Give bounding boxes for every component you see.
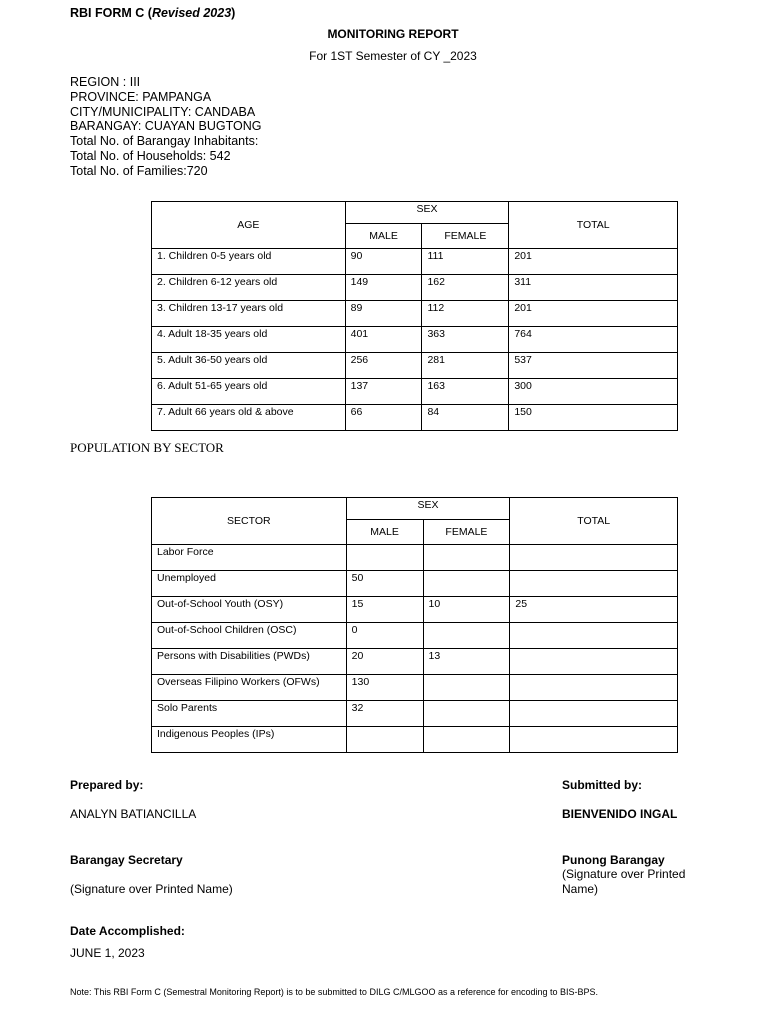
male-value: 20 (346, 649, 423, 675)
sector-label: Persons with Disabilities (PWDs) (152, 649, 347, 675)
sector-label: Indigenous Peoples (IPs) (152, 727, 347, 753)
form-code-suffix: ) (231, 6, 236, 20)
female-value: 163 (422, 379, 509, 405)
table-row (152, 301, 678, 327)
households-line: Total No. of Households: 542 (70, 148, 231, 163)
female-value: 10 (423, 597, 510, 623)
male-value: 15 (346, 597, 423, 623)
female-value (423, 727, 510, 753)
sector-label: Out-of-School Youth (OSY) (152, 597, 347, 623)
location-info (70, 75, 261, 179)
sector-label: Overseas Filipino Workers (OFWs) (152, 675, 347, 701)
age-label: 1. Children 0-5 years old (152, 249, 346, 275)
male-value: 89 (345, 301, 422, 327)
total-value (510, 701, 678, 727)
date-accomplished-label: Date Accomplished: (70, 924, 185, 938)
age-label: 2. Children 6-12 years old (152, 275, 346, 301)
table-row (152, 701, 678, 727)
age-label: 6. Adult 51-65 years old (152, 379, 346, 405)
total-value: 201 (509, 301, 678, 327)
total-value: 150 (509, 405, 678, 431)
male-value (346, 545, 423, 571)
families-line: Total No. of Families:720 (70, 163, 208, 178)
table-row (152, 275, 678, 301)
female-value: 162 (422, 275, 509, 301)
male-value (346, 727, 423, 753)
male-value: 149 (345, 275, 422, 301)
form-code (70, 6, 235, 20)
male-value: 0 (346, 623, 423, 649)
prepared-by-signature-note: (Signature over Printed Name) (70, 882, 233, 896)
inhabitants-line: Total No. of Barangay Inhabitants: (70, 134, 259, 149)
province-line: PROVINCE: PAMPANGA (70, 89, 212, 104)
prepared-by-label: Prepared by: (70, 778, 144, 792)
sex-header: SEX (346, 498, 510, 520)
female-value (423, 701, 510, 727)
total-header: TOTAL (509, 202, 678, 249)
table-row (152, 379, 678, 405)
table-row (152, 623, 678, 649)
sector-table (151, 497, 678, 753)
semester-line: For 1ST Semester of CY _2023 (309, 49, 477, 63)
total-value (510, 727, 678, 753)
male-value: 256 (345, 353, 422, 379)
report-title: MONITORING REPORT (327, 27, 459, 41)
female-value: 111 (422, 249, 509, 275)
sector-label: Unemployed (152, 571, 347, 597)
sex-header: SEX (345, 202, 509, 224)
form-code-revision: Revised 2023 (151, 6, 232, 20)
male-value: 90 (345, 249, 422, 275)
female-value (423, 545, 510, 571)
total-value (510, 649, 678, 675)
female-value (423, 623, 510, 649)
female-header: FEMALE (423, 520, 510, 545)
age-label: 5. Adult 36-50 years old (152, 353, 346, 379)
female-value: 84 (422, 405, 509, 431)
table-row (152, 405, 678, 431)
sector-heading: POPULATION BY SECTOR (70, 440, 224, 455)
submitted-by-signature-note-cont: Name) (562, 882, 599, 896)
male-header: MALE (346, 520, 423, 545)
total-value: 300 (509, 379, 678, 405)
total-value: 311 (509, 275, 678, 301)
submitted-by-position: Punong Barangay (562, 853, 665, 867)
male-value: 137 (345, 379, 422, 405)
male-header: MALE (345, 224, 422, 249)
sector-header: SECTOR (152, 498, 347, 545)
table-row (152, 545, 678, 571)
total-value (510, 623, 678, 649)
age-label: 7. Adult 66 years old & above (152, 405, 346, 431)
total-value: 201 (509, 249, 678, 275)
footer-note: Note: This RBI Form C (Semestral Monitoring Report) is to be submitted to DILG C/MLGOO as a reference for encoding to BIS-BPS. (70, 987, 599, 997)
sector-label: Solo Parents (152, 701, 347, 727)
table-row (152, 649, 678, 675)
total-header: TOTAL (510, 498, 678, 545)
table-row (152, 327, 678, 353)
form-code-prefix: RBI FORM C ( (70, 6, 152, 20)
prepared-by-name: ANALYN BATIANCILLA (70, 807, 197, 821)
age-table (151, 201, 678, 431)
male-value: 50 (346, 571, 423, 597)
table-row (152, 597, 678, 623)
male-value: 401 (345, 327, 422, 353)
total-value (510, 545, 678, 571)
sector-label: Out-of-School Children (OSC) (152, 623, 347, 649)
total-value (510, 675, 678, 701)
barangay-line: BARANGAY: CUAYAN BUGTONG (70, 119, 262, 134)
female-header: FEMALE (422, 224, 509, 249)
male-value: 130 (346, 675, 423, 701)
age-label: 3. Children 13-17 years old (152, 301, 346, 327)
table-row (152, 249, 678, 275)
female-value (423, 571, 510, 597)
total-value (510, 571, 678, 597)
female-value (423, 675, 510, 701)
table-row (152, 571, 678, 597)
sector-label: Labor Force (152, 545, 347, 571)
total-value: 25 (510, 597, 678, 623)
table-row (152, 675, 678, 701)
region-line: REGION : III (70, 75, 141, 89)
age-header: AGE (152, 202, 346, 249)
table-row (152, 353, 678, 379)
table-row (152, 727, 678, 753)
female-value: 13 (423, 649, 510, 675)
age-label: 4. Adult 18-35 years old (152, 327, 346, 353)
female-value: 112 (422, 301, 509, 327)
female-value: 363 (422, 327, 509, 353)
total-value: 537 (509, 353, 678, 379)
date-accomplished-value: JUNE 1, 2023 (70, 946, 145, 960)
male-value: 66 (345, 405, 422, 431)
submitted-by-name: BIENVENIDO INGAL (562, 807, 678, 821)
male-value: 32 (346, 701, 423, 727)
submitted-by-label: Submitted by: (562, 778, 642, 792)
total-value: 764 (509, 327, 678, 353)
city-line: CITY/MUNICIPALITY: CANDABA (70, 104, 256, 119)
submitted-by-signature-note: (Signature over Printed (562, 867, 686, 881)
prepared-by-position: Barangay Secretary (70, 853, 183, 867)
female-value: 281 (422, 353, 509, 379)
